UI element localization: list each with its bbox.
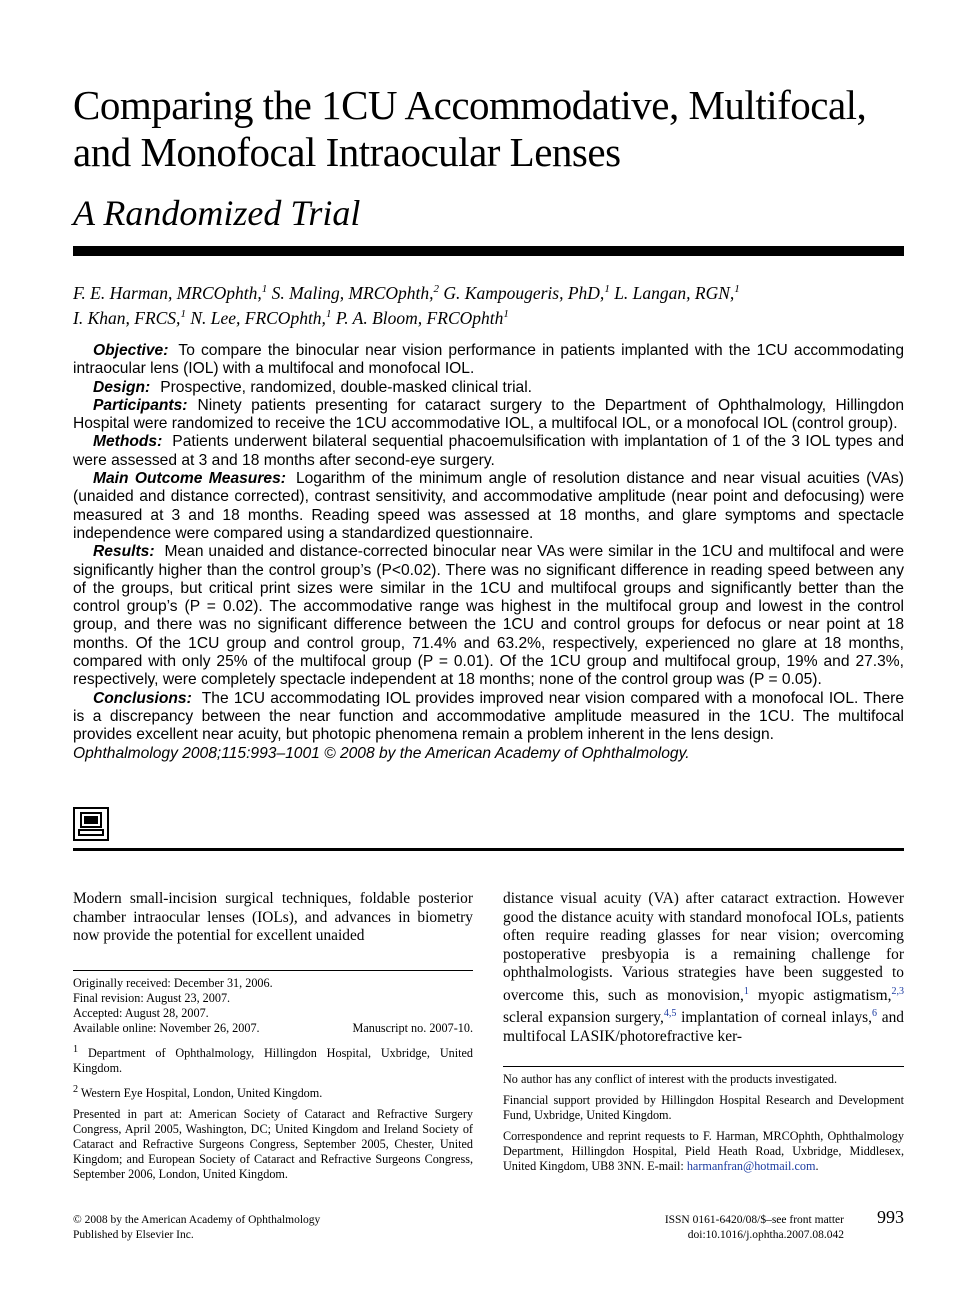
reference-link[interactable]: 1	[743, 985, 749, 997]
body-paragraph	[503, 890, 904, 1046]
author: P. A. Bloom, FRCOphth	[335, 307, 504, 328]
author-affiliation: 1	[325, 307, 332, 320]
affiliation-1	[73, 1042, 473, 1076]
dates-block	[73, 976, 473, 1036]
body-paragraph: Modern small-incision surgical techniques, foldable posterior chamber intraocular lenses (IOLs), and advances in biometry now provide the potential for excellent unaided	[73, 890, 473, 944]
article-subtitle: A Randomized Trial	[73, 193, 361, 233]
author: F. E. Harman, MRCOphth,	[73, 282, 262, 303]
body-column-right	[503, 890, 904, 1046]
body-column-left	[73, 890, 473, 946]
author: G. Kampougeris, PhD,	[443, 282, 605, 303]
abstract-objective	[73, 342, 904, 379]
doi: doi:10.1016/j.ophtha.2007.08.042	[687, 1229, 844, 1241]
abstract-text: Mean unaided and distance-corrected binocular near VAs were similar in the 1CU and multifocal and were significantly higher than the control group’s (P<0.02). There was no significant difference in reading speed between any of the groups, but critical print sizes were similar in the 1CU and multifocal groups and significantly better than the control group’s (P = 0.02). The accommodative range was highest in the multifocal group and lowest in the control group, and there was no significant difference between the 1CU and control groups for defocus or near point at 18 months. Of the 1CU group and control group, 71.4% and 63.2%, respectively, experienced no glare at 18 months, compared with only 25% of the multifocal group (P = 0.01). Of the 1CU group and multifocal group, 19% and 27.3%, respectively, were completely spectacle independent at 18 months; none of the control group was (P = 0.05).	[73, 543, 904, 689]
funding-note: Financial support provided by Hillingdon Hospital Research and Development Fund, Uxbridge, United Kingdom.	[503, 1093, 904, 1122]
author-affiliation: 1	[180, 307, 186, 320]
author: S. Maling, MRCOphth,	[271, 282, 434, 303]
online-date: Available online: November 26, 2007.	[73, 1021, 260, 1035]
footnotes-left	[73, 976, 473, 1188]
author-affiliation: 2	[433, 283, 440, 295]
manuscript-number: Manuscript no. 2007-10.	[352, 1021, 473, 1035]
body-text: and multifocal LASIK/photorefractive ker-	[503, 1009, 905, 1045]
author: N. Lee, FRCOphth,	[190, 307, 326, 328]
abstract-design	[73, 379, 904, 397]
abstract-label: Participants:	[93, 396, 188, 414]
abstract-text: Prospective, randomized, double-masked clinical trial.	[160, 378, 533, 396]
author-affiliation: 1	[503, 307, 509, 320]
abstract-text: Logarithm of the minimum angle of resolution distance and near visual acuities (VAs) (unaided and distance corrected), contrast sensitivity, and accommodative amplitude (near point and defocusing) were measured at 3 and 18 months. Reading speed was assessed at 18 months, and glare symptoms and spectacle independence were compared using a standardized questionnaire.	[73, 470, 904, 542]
affiliation-text: Western Eye Hospital, London, United Kingdom.	[80, 1086, 323, 1101]
author: I. Khan, FRCS,	[73, 307, 181, 328]
computer-monitor-icon[interactable]	[73, 807, 109, 841]
affiliation-2	[73, 1082, 473, 1101]
footer-left	[73, 1213, 320, 1243]
author-affiliation: 1	[734, 283, 740, 295]
author-affiliation: 1	[604, 283, 610, 295]
abstract-label: Main Outcome Measures:	[93, 470, 286, 488]
author-list	[73, 279, 904, 329]
abstract-label: Results:	[93, 543, 155, 561]
online-row	[73, 1021, 473, 1036]
footer-right	[600, 1213, 844, 1243]
author-affiliation: 1	[261, 283, 268, 295]
copyright: © 2008 by the American Academy of Ophthalmology	[73, 1214, 321, 1226]
footnote-divider	[73, 970, 473, 971]
abstract-results	[73, 543, 904, 689]
reference-link[interactable]: 6	[872, 1008, 877, 1020]
abstract-text: The 1CU accommodating IOL provides improved near vision compared with a monofocal IOL. There is a discrepancy between the near function and accommodative amplitude measured in the 1CU. The multifocal provides excellent near acuity, but photopic phenomena remain a problem inherent in the lens design.	[73, 689, 904, 744]
abstract-methods	[73, 433, 904, 470]
affiliation-text: Department of Ophthalmology, Hillingdon Hospital, Uxbridge, United Kingdom.	[73, 1046, 473, 1076]
body-text: myopic astigmatism,	[748, 986, 892, 1004]
affiliation-number: 1	[73, 1044, 79, 1055]
abstract-label: Conclusions:	[93, 689, 192, 707]
reference-link[interactable]: 2,3	[891, 985, 904, 997]
abstract-citation-line	[73, 745, 904, 763]
received-date: Originally received: December 31, 2006.	[73, 976, 273, 990]
abstract-text: Patients underwent bilateral sequential phacoemulsification with implantation of 1 of the 3 IOL types and were assessed at 3 and 18 months after second-eye surgery.	[73, 433, 904, 469]
abstract-conclusions	[73, 690, 904, 745]
abstract-label: Design:	[93, 378, 151, 396]
correspondence-note	[503, 1129, 904, 1174]
abstract-divider	[73, 848, 904, 851]
conflict-note: No author has any conflict of interest with the products investigated.	[503, 1072, 838, 1086]
publisher: Published by Elsevier Inc.	[73, 1229, 194, 1241]
article-title: Comparing the 1CU Accommodative, Multifocal, and Monofocal Intraocular Lenses	[73, 82, 867, 175]
abstract-text: Ninety patients presenting for cataract surgery to the Department of Ophthalmology, Hillingdon Hospital were randomized to receive the 1CU accommodative IOL, a multifocal IOL, or a monofocal IOL (control group).	[73, 396, 904, 433]
correspondence-period: .	[815, 1159, 819, 1173]
correspondence-text: Correspondence and reprint requests to F. Harman, MRCOphth, Ophthalmology Department, Hillingdon Hospital, Pield Heath Road, Uxbridge, Middlesex, United Kingdom, UB8 3NN. E-mail:	[503, 1129, 904, 1173]
abstract-participants	[73, 397, 904, 434]
email-link[interactable]: harmanfran@hotmail.com	[686, 1159, 816, 1173]
abstract-citation: Ophthalmology 2008;115:993–1001 © 2008 by the American Academy of Ophthalmology.	[73, 744, 690, 762]
abstract-label: Methods:	[93, 433, 163, 451]
abstract-label: Objective:	[93, 342, 169, 359]
presented-note: Presented in part at: American Society of Cataract and Refractive Surgery Congress, April 2005, Washington, DC; United Kingdom and Ireland Society of Cataract and Refractive Surgeons Congress, September 2005, Chester, United Kingdom; and European Society of Cataract and Refractive Surgeons Congress, September 2006, London, United Kingdom.	[73, 1107, 473, 1182]
issn: ISSN 0161-6420/08/$–see front matter	[664, 1214, 844, 1226]
author: L. Langan, RGN,	[614, 282, 735, 303]
abstract-text: To compare the binocular near vision performance in patients implanted with the 1CU accommodating intraocular lens (IOL) with a multifocal and monofocal IOL.	[73, 342, 904, 378]
abstract-outcomes	[73, 470, 904, 543]
accepted-date: Accepted: August 28, 2007.	[73, 1006, 209, 1020]
footnote-divider-right	[503, 1066, 904, 1067]
abstract	[73, 342, 904, 763]
affiliation-number: 2	[73, 1084, 79, 1096]
footnotes-right	[503, 1072, 904, 1180]
title-divider	[73, 246, 904, 256]
body-text: distance visual acuity (VA) after cataract extraction. However good the distance acuity with standard monofocal IOLs, patients often require reading glasses for near vision; overcoming postoperative presbyopia is a remaining challenge for ophthalmologists. Various strategies have been suggested to overcome this, such as monovision,	[503, 890, 904, 1004]
reference-link[interactable]: 4,5	[663, 1008, 677, 1020]
revision-date: Final revision: August 23, 2007.	[73, 991, 231, 1005]
body-text: scleral expansion surgery,	[503, 1009, 664, 1027]
body-text: implantation of corneal inlays,	[676, 1009, 872, 1027]
page-number: 993	[877, 1207, 904, 1227]
